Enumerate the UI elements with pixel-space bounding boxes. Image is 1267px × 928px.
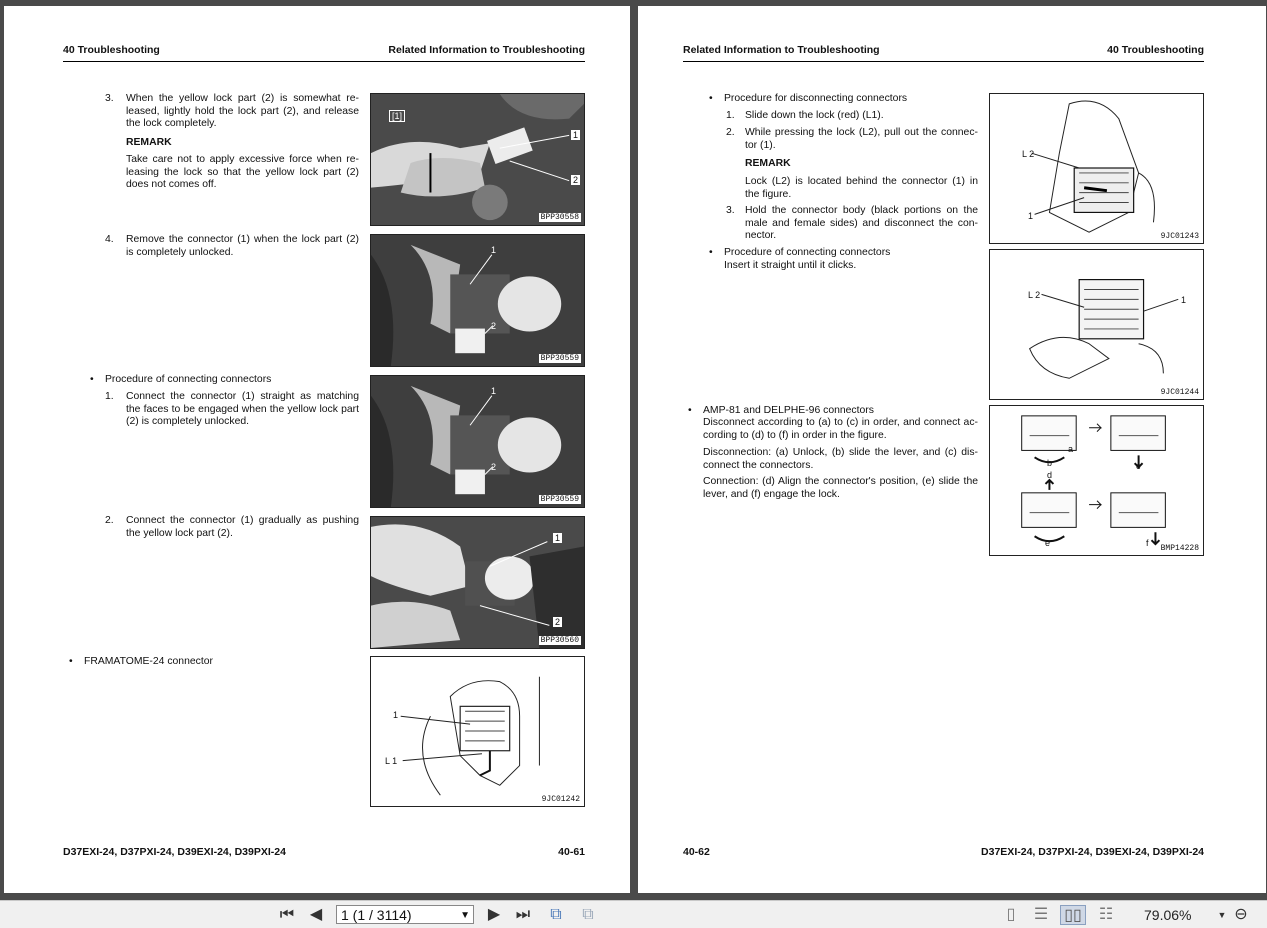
page-header-left: 40 Troubleshooting bbox=[63, 44, 160, 56]
section-title: Procedure of connecting connectors bbox=[105, 374, 272, 385]
callout-label: a bbox=[1068, 444, 1074, 454]
bullet: • bbox=[688, 405, 692, 416]
last-page-icon[interactable]: ⏭ bbox=[515, 906, 531, 923]
chevron-down-icon: ▼ bbox=[460, 910, 470, 921]
go-back-icon[interactable]: ⧉ bbox=[550, 906, 562, 923]
section-text: Disconnection: (a) Unlock, (b) slide the lever, and (c) dis-connect the connectors. bbox=[703, 447, 978, 471]
callout-label: 2 bbox=[491, 462, 497, 472]
callout-label: b bbox=[1047, 458, 1053, 468]
figure-code: 9JC01242 bbox=[541, 795, 580, 804]
page-number-value: 1 (1 / 3114) bbox=[341, 907, 412, 923]
figure-code: 9JC01244 bbox=[1160, 388, 1199, 397]
two-page-icon[interactable]: ▯▯ bbox=[1060, 905, 1086, 925]
left-document-page bbox=[4, 6, 630, 893]
callout-label: c bbox=[1136, 461, 1141, 471]
section-title: Procedure of connecting connectors bbox=[724, 247, 891, 258]
bullet: • bbox=[709, 93, 713, 104]
two-page-continuous-icon[interactable]: ☷ bbox=[1098, 906, 1114, 923]
figure-tag: [1] bbox=[389, 110, 405, 122]
figure-code: BPP30559 bbox=[540, 495, 579, 504]
page-footer-left: 40-62 bbox=[683, 846, 710, 858]
step-text: Hold the connector body (black portions on the male and female sides) and disconnect the con-nector. bbox=[745, 205, 978, 242]
zoom-out-icon[interactable]: ⊖ bbox=[1234, 906, 1248, 923]
callout-label: 1 bbox=[554, 533, 560, 543]
callout-label: L 2 bbox=[1028, 290, 1041, 300]
photo-illustration bbox=[371, 376, 584, 507]
zoom-dropdown-icon[interactable]: ▼ bbox=[1217, 910, 1227, 920]
prev-page-icon[interactable]: ◀ bbox=[309, 906, 323, 923]
figure-photo-remove-connector bbox=[370, 234, 585, 367]
viewer-toolbar bbox=[0, 900, 1267, 928]
callout-label: 1 bbox=[491, 245, 497, 255]
figure-drawing-amp-connector bbox=[989, 405, 1204, 556]
figure-photo-push-lock bbox=[370, 516, 585, 649]
step-text: Slide down the lock (red) (L1). bbox=[745, 110, 884, 121]
bullet: • bbox=[90, 374, 94, 385]
step-number: 3. bbox=[105, 93, 114, 104]
callout-label: 2 bbox=[554, 617, 560, 627]
page-footer-left: D37EXI-24, D37PXI-24, D39EXI-24, D39PXI-24 bbox=[63, 846, 286, 858]
go-forward-icon[interactable]: ⧉ bbox=[582, 906, 594, 923]
step-number: 2. bbox=[726, 127, 735, 138]
photo-illustration bbox=[371, 235, 584, 366]
callout-label: d bbox=[1047, 470, 1053, 480]
figure-photo-connect bbox=[370, 375, 585, 508]
step-number: 4. bbox=[105, 234, 114, 245]
step-number: 3. bbox=[726, 205, 735, 216]
callout-label: 2 bbox=[491, 321, 497, 331]
figure-code: BMP14228 bbox=[1160, 544, 1199, 553]
section-title: FRAMATOME-24 connector bbox=[84, 656, 213, 667]
step-number: 1. bbox=[105, 391, 114, 402]
figure-photo-release-lock bbox=[370, 93, 585, 226]
callout-label: 1 bbox=[1181, 295, 1187, 305]
remark-heading: REMARK bbox=[126, 137, 172, 148]
remark-text: Lock (L2) is located behind the connector (1) in the figure. bbox=[745, 176, 978, 200]
figure-drawing-framatome bbox=[370, 656, 585, 807]
figure-code: 9JC01243 bbox=[1160, 232, 1199, 241]
section-text: Insert it straight until it clicks. bbox=[724, 260, 857, 271]
figure-drawing-disconnect bbox=[989, 93, 1204, 244]
remark-heading: REMARK bbox=[745, 158, 791, 169]
page-number-select[interactable] bbox=[336, 905, 474, 924]
step-text: While pressing the lock (L2), pull out the connec-tor (1). bbox=[745, 127, 978, 151]
figure-code: BPP30558 bbox=[540, 213, 579, 222]
header-rule bbox=[63, 61, 585, 62]
page-footer-right: 40-61 bbox=[558, 846, 585, 858]
callout-label: f bbox=[1146, 538, 1149, 548]
line-drawing bbox=[990, 406, 1203, 555]
continuous-icon[interactable]: ☰ bbox=[1033, 906, 1049, 923]
step-text: Connect the connector (1) straight as matching the faces to be engaged when the yellow lock part (2) is completely unlocked. bbox=[126, 391, 359, 428]
callout-label: 2 bbox=[572, 175, 578, 185]
page-footer-right: D37EXI-24, D37PXI-24, D39EXI-24, D39PXI-24 bbox=[981, 846, 1204, 858]
header-rule bbox=[683, 61, 1204, 62]
callout-label: 1 bbox=[491, 386, 497, 396]
step-text: Connect the connector (1) gradually as pushing the yellow lock part (2). bbox=[126, 515, 359, 539]
callout-label: L 1 bbox=[385, 756, 398, 766]
right-document-page bbox=[638, 6, 1266, 893]
step-number: 1. bbox=[726, 110, 735, 121]
figure-drawing-connect bbox=[989, 249, 1204, 400]
first-page-icon[interactable]: ⏮ bbox=[279, 906, 295, 923]
figure-code: BPP30560 bbox=[540, 636, 579, 645]
callout-label: L 2 bbox=[1022, 149, 1035, 159]
step-text: Remove the connector (1) when the lock part (2) is completely unlocked. bbox=[126, 234, 359, 258]
zoom-level[interactable]: 79.06% bbox=[1144, 907, 1192, 923]
single-page-icon[interactable]: ▯ bbox=[1006, 906, 1016, 923]
callout-label: e bbox=[1045, 538, 1051, 548]
section-text: Disconnect according to (a) to (c) in order, and connect ac-cording to (d) to (f) in order in the figure. bbox=[703, 417, 978, 441]
callout-label: 1 bbox=[1028, 211, 1034, 221]
page-header-right: 40 Troubleshooting bbox=[1107, 44, 1204, 56]
section-title: AMP-81 and DELPHE-96 connectors bbox=[703, 405, 874, 416]
page-header-right: Related Information to Troubleshooting bbox=[388, 44, 585, 56]
step-number: 2. bbox=[105, 515, 114, 526]
section-text: Connection: (d) Align the connector's position, (e) slide the lever, and (f) engage the lock. bbox=[703, 476, 978, 500]
remark-text: Take care not to apply excessive force when re-leasing the lock so that the yellow lock part (2) does not comes off. bbox=[126, 154, 359, 191]
step-text: When the yellow lock part (2) is somewhat re-leased, lightly hold the lock part (2), and release the lock completely. bbox=[126, 93, 359, 130]
callout-label: 1 bbox=[393, 710, 399, 720]
callout-label: 1 bbox=[572, 130, 578, 140]
next-page-icon[interactable]: ▶ bbox=[487, 906, 501, 923]
figure-code: BPP30559 bbox=[540, 354, 579, 363]
bullet: • bbox=[69, 656, 73, 667]
section-title: Procedure for disconnecting connectors bbox=[724, 93, 908, 104]
line-drawing bbox=[371, 657, 584, 806]
page-header-left: Related Information to Troubleshooting bbox=[683, 44, 880, 56]
line-drawing bbox=[990, 94, 1203, 243]
bullet: • bbox=[709, 247, 713, 258]
line-drawing bbox=[990, 250, 1203, 399]
